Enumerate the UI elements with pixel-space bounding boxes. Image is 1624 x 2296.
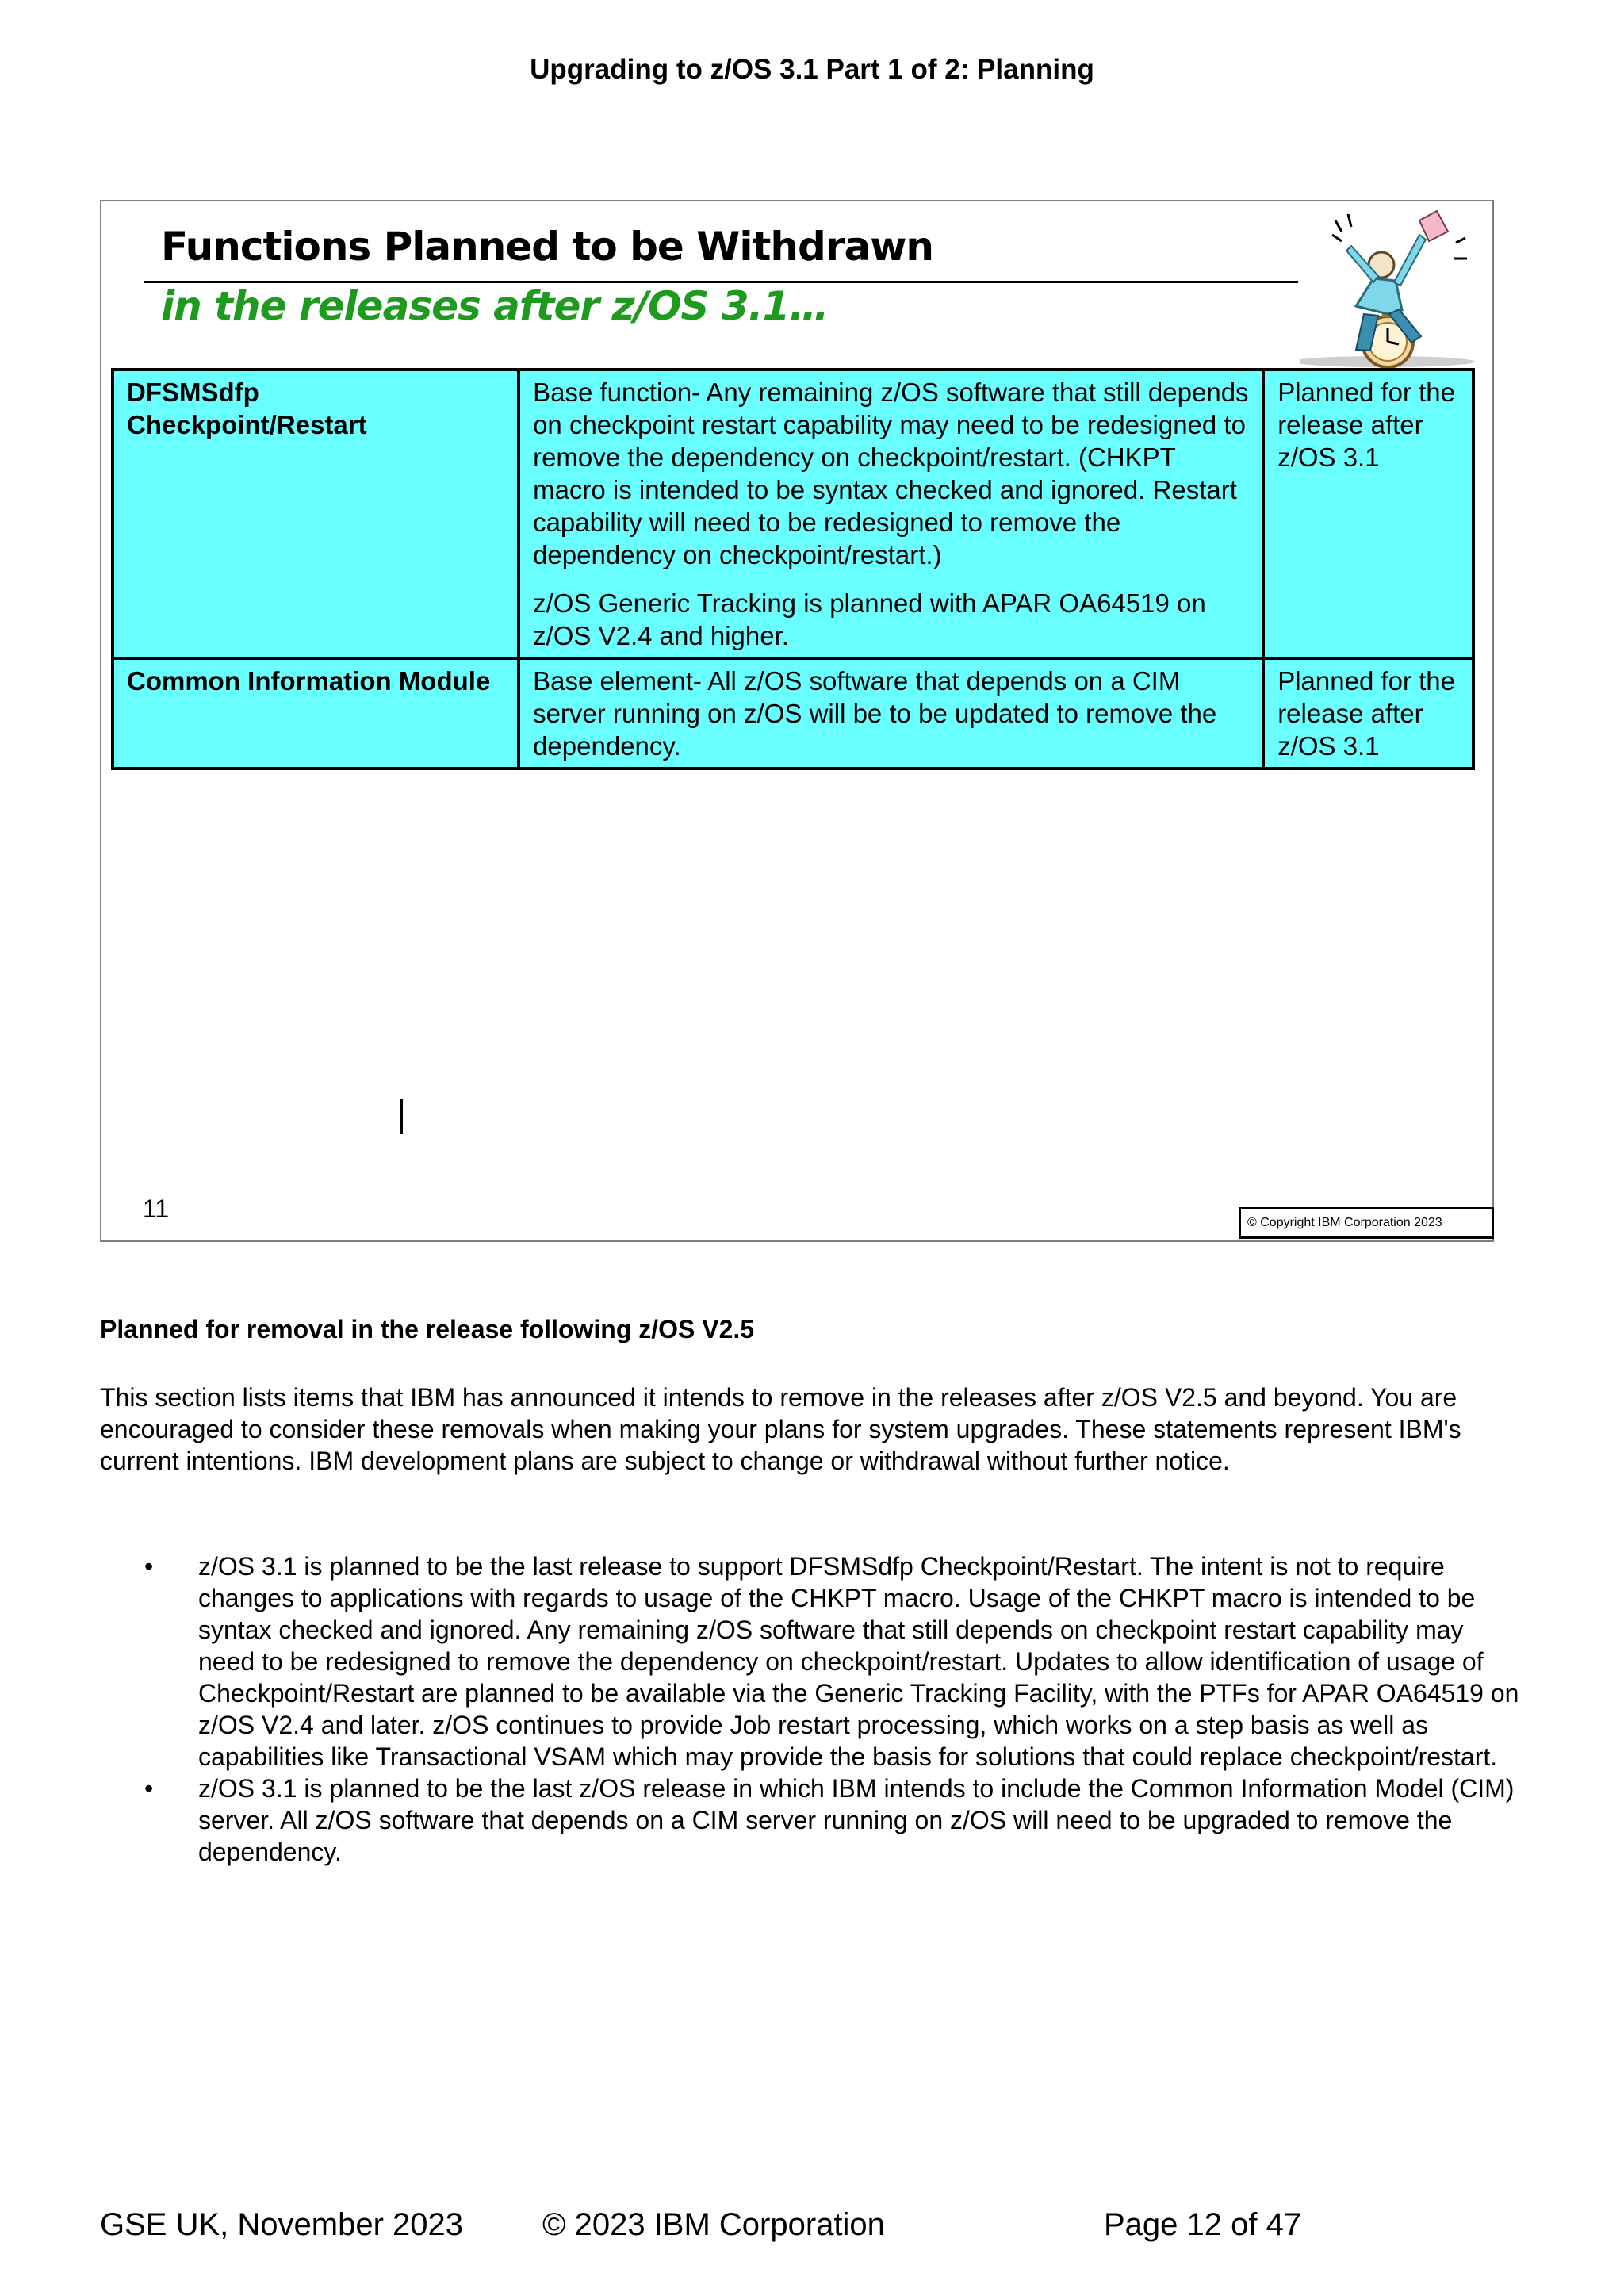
- list-item-text: z/OS 3.1 is planned to be the last z/OS release in which IBM intends to include the Common Information Model (CIM) server. All z/OS software that depends on a CIM server running on z/OS will need to be upgraded to remove the dependency.: [198, 1774, 1515, 1866]
- section-heading: Planned for removal in the release following z/OS V2.5: [100, 1315, 755, 1343]
- text-cursor-mark: [400, 1099, 403, 1134]
- list-item: [100, 1550, 1519, 1773]
- slide-title: Functions Planned to be Withdrawn: [161, 224, 934, 270]
- table-row: [113, 370, 1473, 658]
- function-description-cell: [519, 370, 1263, 658]
- description-paragraph: Base element- All z/OS software that depends on a CIM server running on z/OS will be to be updated to remove the dependency.: [533, 666, 1217, 761]
- section-intro-paragraph: This section lists items that IBM has announced it intends to remove in the releases after z/OS V2.5 and beyond. You are encouraged to consider these removals when making your plans for system upgrades. These statements represent IBM's current intentions. IBM development plans are subject to change or withdrawal without further notice.: [100, 1383, 1461, 1475]
- description-paragraph: z/OS Generic Tracking is planned with APAR OA64519 on z/OS V2.4 and higher.: [533, 588, 1206, 650]
- footer-copyright: © 2023 IBM Corporation: [542, 2207, 885, 2242]
- function-name-cell: DFSMSdfp Checkpoint/Restart: [113, 370, 519, 658]
- list-item: [100, 1773, 1519, 1868]
- figure-with-stopwatch-clipart: [1300, 203, 1483, 370]
- function-description-cell: [519, 658, 1263, 769]
- function-name-cell: Common Information Module: [113, 658, 519, 769]
- slide-copyright-box: © Copyright IBM Corporation 2023: [1239, 1207, 1494, 1239]
- document-header-title: Upgrading to z/OS 3.1 Part 1 of 2: Planning: [530, 54, 1094, 85]
- slide-number: 11: [143, 1194, 170, 1223]
- table-row: [113, 658, 1473, 769]
- footer-event: GSE UK, November 2023: [100, 2207, 463, 2242]
- list-item-text: z/OS 3.1 is planned to be the last release to support DFSMSdfp Checkpoint/Restart. The intent is not to require changes to applications with regards to usage of the CHKPT macro. Usage of the CHKPT macro is intended to be syntax checked and ignored. Any remaining z/OS software that still depends on checkpoint restart capability may need to be redesigned to remove the dependency on checkpoint/restart. Updates to allow identification of usage of Checkpoint/Restart are planned to be available via the Generic Tracking Facility, with the PTFs for APAR OA64519 on z/OS V2.4 and later. z/OS continues to provide Job restart processing, which works on a step basis as well as capabilities like Transactional VSAM which may provide the basis for solutions that could replace checkpoint/restart.: [198, 1552, 1519, 1771]
- bullet-icon: •: [144, 1552, 154, 1581]
- footer-page-number: Page 12 of 47: [1104, 2207, 1302, 2242]
- slide-frame: [100, 200, 1494, 1242]
- bullet-icon: •: [144, 1774, 154, 1803]
- removal-bullet-list: [100, 1550, 1519, 1868]
- planned-timing-cell: Planned for the release after z/OS 3.1: [1263, 370, 1473, 658]
- withdrawn-functions-table: [111, 368, 1475, 770]
- description-paragraph: Base function- Any remaining z/OS software that still depends on checkpoint restart capability may need to be redesigned to remove the dependency on checkpoint/restart. (CHKPT macro is intended to be syntax checked and ignored. Restart capability will need to be redesigned to remove the dependency on checkpoint/restart.): [533, 378, 1249, 569]
- slide-subtitle: in the releases after z/OS 3.1…: [161, 283, 829, 329]
- planned-timing-cell: Planned for the release after z/OS 3.1: [1263, 658, 1473, 769]
